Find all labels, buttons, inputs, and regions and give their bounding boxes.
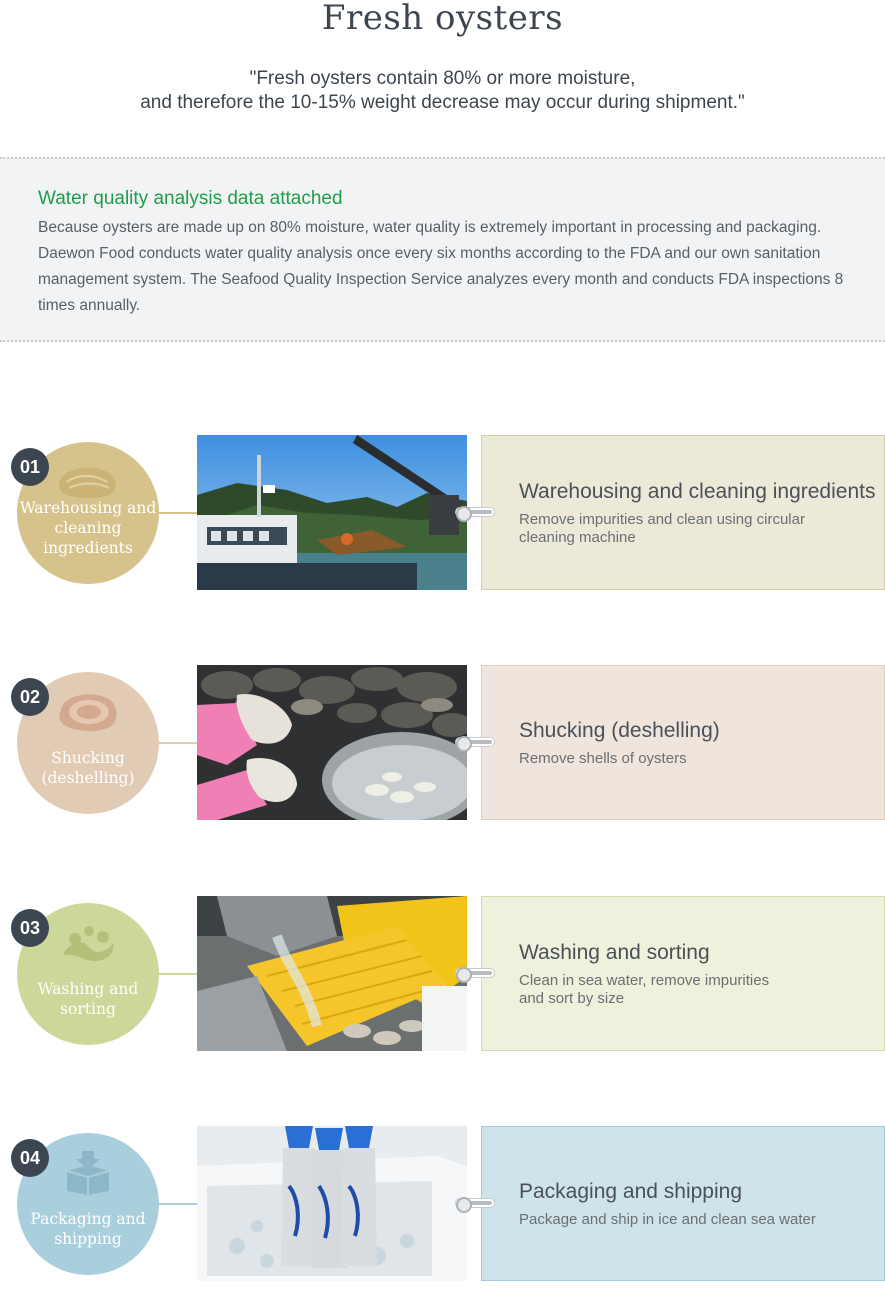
- process-step-3: [0, 896, 885, 1056]
- step-circle-label-3: Washing and sorting: [37, 980, 139, 1018]
- pin-connector-3: [456, 969, 494, 977]
- quote-line-1: "Fresh oysters contain 80% or more moisture,: [249, 68, 636, 89]
- package-box-icon: [55, 1151, 121, 1195]
- step-photo-4: [197, 1126, 467, 1281]
- step-connector-3: [159, 973, 197, 975]
- process-step-1: [0, 435, 885, 595]
- step-description-1: Remove impurities and clean using circular cleaning machine: [519, 510, 805, 546]
- quote-line-2: and therefore the 10-15% weight decrease may occur during shipment.": [140, 92, 745, 113]
- step-photo-3: [197, 896, 467, 1051]
- step-title-4: Packaging and shipping: [519, 1179, 743, 1203]
- step-number-3: 03: [11, 909, 49, 947]
- pin-connector-1: [456, 508, 494, 516]
- process-step-4: [0, 1126, 885, 1286]
- step-circle-label-1: Warehousing and cleaning ingredients: [19, 499, 157, 557]
- step-circle-label-2: Shucking (deshelling): [41, 749, 135, 787]
- step-connector-2: [159, 742, 197, 744]
- step-circle-label-4: Packaging and shipping: [30, 1210, 146, 1248]
- water-wave-icon: [55, 921, 121, 965]
- step-number-2: 02: [11, 678, 49, 716]
- step-description-4: Package and ship in ice and clean sea water: [519, 1210, 816, 1228]
- pin-connector-2: [456, 738, 494, 746]
- step-connector-1: [159, 512, 197, 514]
- quote: [0, 67, 885, 115]
- step-number-1: 01: [11, 448, 49, 486]
- info-heading: Water quality analysis data attached: [38, 188, 343, 209]
- step-title-2: Shucking (deshelling): [519, 718, 720, 742]
- step-photo-1: [197, 435, 467, 590]
- step-description-2: Remove shells of oysters: [519, 749, 687, 767]
- step-card-1: [481, 435, 885, 590]
- process-step-2: [0, 665, 885, 825]
- water-quality-info-box: [0, 157, 885, 342]
- step-number-4: 04: [11, 1139, 49, 1177]
- step-card-2: [481, 665, 885, 820]
- info-body: Because oysters are made up on 80% moisture, water quality is extremely important in processing and packaging. Daewon Food conducts water quality analysis once every six months according to the FDA and our own sanitation management system. The Seafood Quality Inspection Service analyzes every month and conducts FDA inspections 8 times annually.: [38, 219, 844, 314]
- step-description-3: Clean in sea water, remove impurities and sort by size: [519, 971, 770, 1007]
- oyster-shell-icon: [55, 690, 121, 734]
- oyster-icon: [55, 460, 121, 504]
- pin-connector-4: [456, 1199, 494, 1207]
- step-title-1: Warehousing and cleaning ingredients: [519, 479, 876, 503]
- step-card-4: [481, 1126, 885, 1281]
- page-title: Fresh oysters: [321, 0, 564, 38]
- step-title-3: Washing and sorting: [519, 940, 710, 964]
- step-connector-4: [159, 1203, 197, 1205]
- step-photo-2: [197, 665, 467, 820]
- step-card-3: [481, 896, 885, 1051]
